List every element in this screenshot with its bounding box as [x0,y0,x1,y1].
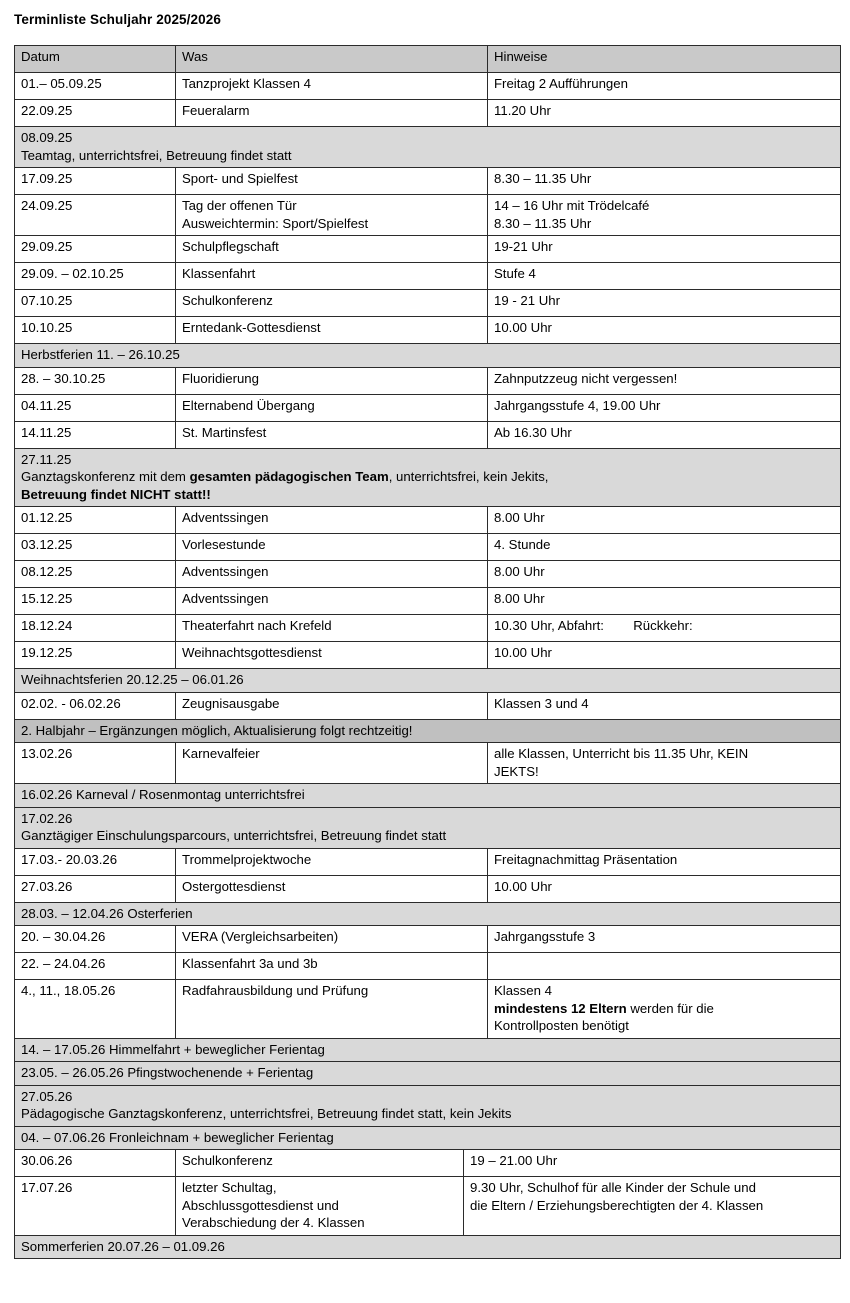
cell-note-line-2: 8.30 – 11.35 Uhr [494,215,592,231]
cell-what-line-2: Abschlussgottesdienst und [182,1197,339,1213]
page-title: Terminliste Schuljahr 2025/2026 [14,12,221,27]
cell-note: 10.00 Uhr [488,642,841,669]
cell-note: Stufe 4 [488,263,841,290]
table-row [15,263,841,290]
cell-date: 22. – 24.04.26 [15,953,176,980]
cell-date: 29.09. – 02.10.25 [15,263,176,290]
cell-what: Adventssingen [176,561,488,588]
cell-what: Karnevalfeier [176,743,488,784]
banner-line-1: 17.02.26 [21,810,73,826]
banner-cell: Sommerferien 20.07.26 – 01.09.26 [15,1235,841,1259]
cell-what: Schulkonferenz [176,290,488,317]
table-row [15,980,841,1039]
cell-note-line-2: die Eltern / Erziehungsberechtigten der 4. Klassen [470,1197,764,1213]
cell-note [488,195,841,236]
table-row [15,588,841,615]
cell-what-line-1: letzter Schultag, [182,1180,277,1195]
cell-note: 19-21 Uhr [488,236,841,263]
cell-note [488,743,841,784]
table-row [15,421,841,448]
cell-date: 03.12.25 [15,534,176,561]
table-row [15,100,841,127]
cell-date: 02.02. - 06.02.26 [15,692,176,719]
cell-note: Jahrgangsstufe 4, 19.00 Uhr [488,394,841,421]
cell-date: 22.09.25 [15,100,176,127]
table-row [15,236,841,263]
cell-note: Klassen 3 und 4 [488,692,841,719]
table-row [15,195,841,236]
schedule-table-bottom [14,1126,841,1260]
cell-note: Ab 16.30 Uhr [488,421,841,448]
cell-note [464,1177,841,1236]
banner-line-1: 27.11.25 [21,451,72,467]
cell-note: 4. Stunde [488,534,841,561]
banner-cell [15,1085,841,1126]
cell-note [488,980,841,1039]
table-header-row [15,46,841,73]
banner-line-1: 14. – 17.05.26 Himmelfahrt + beweglicher Ferientag [21,1041,325,1057]
table-row [15,1177,841,1236]
table-row [15,317,841,344]
cell-note-line-3: Kontrollposten benötigt [494,1018,629,1033]
cell-date: 10.10.25 [15,317,176,344]
cell-note: 10.30 Uhr, Abfahrt: Rückkehr: [488,615,841,642]
table-row-banner [15,1235,841,1259]
cell-note-bold: mindestens 12 Eltern [494,1000,627,1016]
table-row [15,743,841,784]
banner-cell [15,127,841,168]
cell-what: Weihnachtsgottesdienst [176,642,488,669]
cell-what: Ostergottesdienst [176,875,488,902]
schedule-table-top [14,45,841,1127]
cell-note: 8.00 Uhr [488,507,841,534]
table-row-banner [15,807,841,848]
cell-date: 17.07.26 [15,1177,176,1236]
cell-note [488,953,841,980]
cell-note: Freitagnachmittag Präsentation [488,848,841,875]
banner-text-bold: gesamten pädagogischen Team [189,469,389,484]
table-row-banner [15,669,841,693]
banner-cell [15,784,841,808]
cell-note: 11.20 Uhr [488,100,841,127]
cell-date: 07.10.25 [15,290,176,317]
cell-date: 30.06.26 [15,1150,176,1177]
cell-note: Freitag 2 Aufführungen [488,73,841,100]
table-row [15,875,841,902]
cell-date: 14.11.25 [15,421,176,448]
cell-note-line-1: alle Klassen, Unterricht bis 11.35 Uhr, KEIN [494,746,749,761]
banner-cell: 23.05. – 26.05.26 Pfingstwochenende + Ferientag [15,1062,841,1086]
cell-note: 10.00 Uhr [488,875,841,902]
banner-text-pre: Ganztagskonferenz mit dem [21,469,190,484]
table-row-banner [15,1085,841,1126]
table-row-banner [15,902,841,926]
cell-what-line-3: Verabschiedung der 4. Klassen [182,1215,365,1230]
table-row [15,367,841,394]
cell-what: St. Martinsfest [176,421,488,448]
table-row-banner [15,127,841,168]
cell-note-line-2 [494,1000,834,1018]
column-header-datum: Datum [15,46,176,73]
cell-what: VERA (Vergleichsarbeiten) [176,926,488,953]
cell-date: 27.03.26 [15,875,176,902]
cell-what: Theaterfahrt nach Krefeld [176,615,488,642]
cell-date: 29.09.25 [15,236,176,263]
cell-date: 4., 11., 18.05.26 [15,980,176,1039]
table-row [15,953,841,980]
table-row-highlight [15,719,841,743]
highlight-banner-cell: 2. Halbjahr – Ergänzungen möglich, Aktualisierung folgt rechtzeitig! [15,719,841,743]
cell-what: Erntedank-Gottesdienst [176,317,488,344]
cell-what: Schulpflegschaft [176,236,488,263]
cell-date: 04.11.25 [15,394,176,421]
banner-line-1: 08.09.25 [21,130,73,145]
banner-cell [15,807,841,848]
banner-line-1: 28.03. – 12.04.26 Osterferien [21,905,193,921]
cell-what: Tanzprojekt Klassen 4 [176,73,488,100]
cell-date: 08.12.25 [15,561,176,588]
cell-note-bold-rest: werden für die [626,1000,714,1016]
table-row [15,692,841,719]
banner-line-2: Teamtag, unterrichtsfrei, Betreuung findet statt [21,147,292,163]
cell-what: Trommelprojektwoche [176,848,488,875]
column-header-was: Was [176,46,488,73]
cell-date: 01.12.25 [15,507,176,534]
table-row [15,168,841,195]
cell-what: Fluoridierung [176,367,488,394]
cell-note-line-1: Klassen 4 [494,983,552,998]
cell-what: Adventssingen [176,588,488,615]
table-row-banner [15,784,841,808]
cell-date: 28. – 30.10.25 [15,367,176,394]
cell-note-line-1: 9.30 Uhr, Schulhof für alle Kinder der Schule und [470,1180,756,1195]
banner-line-2: Pädagogische Ganztagskonferenz, unterrichtsfrei, Betreuung findet statt, kein Jekits [21,1106,512,1121]
cell-note: 8.00 Uhr [488,561,841,588]
table-row-banner [15,1062,841,1086]
cell-what-line-2: Ausweichtermin: Sport/Spielfest [182,215,369,231]
banner-line-2 [21,468,834,486]
banner-cell [15,448,841,507]
cell-what: Feueralarm [176,100,488,127]
cell-date: 01.– 05.09.25 [15,73,176,100]
cell-date: 17.09.25 [15,168,176,195]
banner-line-1: 27.05.26 [21,1088,73,1104]
cell-note: 10.00 Uhr [488,317,841,344]
table-row [15,534,841,561]
table-row [15,290,841,317]
table-row [15,561,841,588]
cell-what: Vorlesestunde [176,534,488,561]
banner-line-1: 16.02.26 Karneval / Rosenmontag unterrichtsfrei [21,787,305,802]
banner-cell: 04. – 07.06.26 Fronleichnam + beweglicher Ferientag [15,1126,841,1150]
cell-what-line-1: Tag der offenen Tür [182,198,297,213]
cell-date: 17.03.- 20.03.26 [15,848,176,875]
banner-cell [15,1038,841,1062]
cell-what: Zeugnisausgabe [176,692,488,719]
cell-what [176,195,488,236]
cell-what: Klassenfahrt 3a und 3b [176,953,488,980]
banner-line-3: Betreuung findet NICHT statt!! [21,486,211,502]
table-row [15,73,841,100]
cell-note: 19 – 21.00 Uhr [464,1150,841,1177]
cell-note-line-1: 14 – 16 Uhr mit Trödelcafé [494,198,650,213]
cell-date: 19.12.25 [15,642,176,669]
table-row [15,642,841,669]
cell-what [176,1177,464,1236]
table-row [15,1150,841,1177]
table-row [15,848,841,875]
cell-what: Schulkonferenz [176,1150,464,1177]
cell-what: Radfahrausbildung und Prüfung [176,980,488,1039]
cell-what: Elternabend Übergang [176,394,488,421]
cell-date: 15.12.25 [15,588,176,615]
cell-date: 13.02.26 [15,743,176,784]
cell-note: Jahrgangsstufe 3 [488,926,841,953]
banner-text-post: , unterrichtsfrei, kein Jekits, [388,469,549,484]
cell-note: Zahnputzzeug nicht vergessen! [488,367,841,394]
cell-date: 20. – 30.04.26 [15,926,176,953]
banner-line-2: Ganztägiger Einschulungsparcours, unterrichtsfrei, Betreuung findet statt [21,828,447,843]
banner-cell: Weihnachtsferien 20.12.25 – 06.01.26 [15,669,841,693]
cell-date: 18.12.24 [15,615,176,642]
cell-note: 8.00 Uhr [488,588,841,615]
cell-note: 8.30 – 11.35 Uhr [488,168,841,195]
cell-note: 19 - 21 Uhr [488,290,841,317]
table-row-banner [15,344,841,368]
table-row [15,926,841,953]
cell-what: Adventssingen [176,507,488,534]
banner-cell: Herbstferien 11. – 26.10.25 [15,344,841,368]
cell-what: Sport- und Spielfest [176,168,488,195]
table-row-banner [15,1126,841,1150]
table-row-banner [15,1038,841,1062]
table-row [15,507,841,534]
cell-note-line-2: JEKTS! [494,763,539,779]
cell-date: 24.09.25 [15,195,176,236]
table-row [15,615,841,642]
table-row [15,394,841,421]
table-row-banner [15,448,841,507]
banner-cell [15,902,841,926]
column-header-hinweise: Hinweise [488,46,841,73]
cell-what: Klassenfahrt [176,263,488,290]
